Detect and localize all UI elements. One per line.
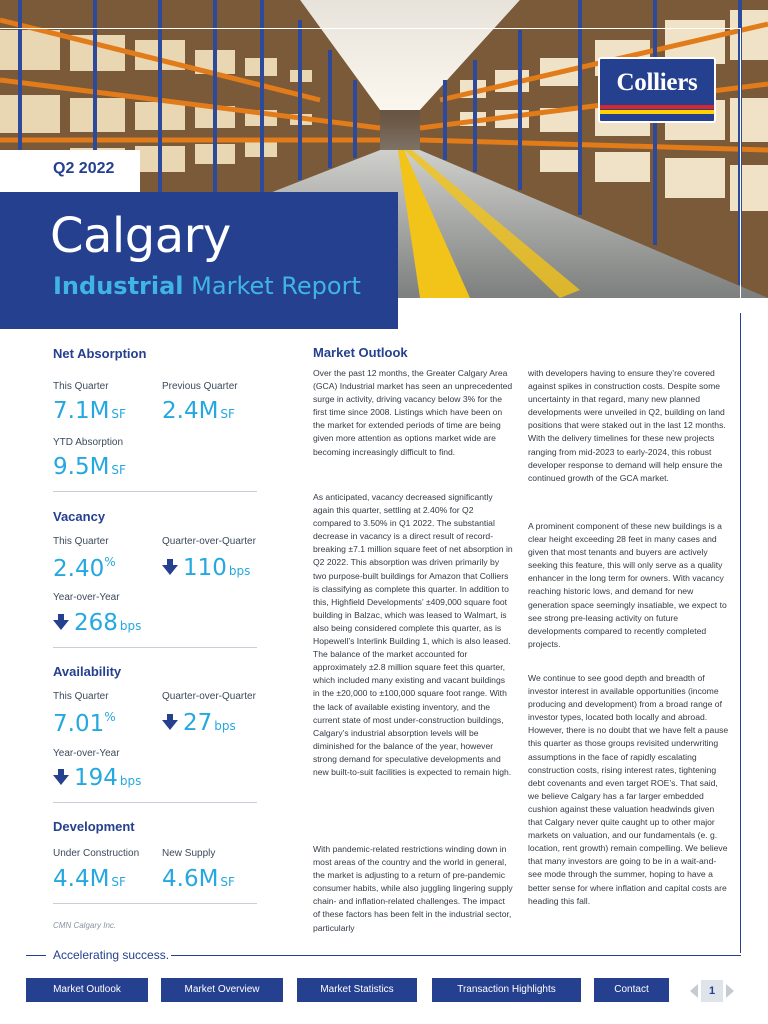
down-arrow-icon (53, 614, 69, 632)
logo-wordmark: Colliers (616, 69, 698, 96)
next-page-icon[interactable] (726, 984, 734, 998)
vac-qoq-value: 110 bps (162, 555, 250, 581)
divider (53, 491, 257, 492)
outlook-paragraph: As anticipated, vacancy decreased significantly again this quarter, settling at 2.40% for Q2 compared to 3.50% in Q1 2022. The substantial decrease in vacancy is a direct result of record-breaking ±7.1 million square feet of net absorption in Q2 2022. This absorption was driven primarily by two purpose-built buildings for Amazon that Colliers is classifying as complete this quarter. In addition to this, Highfield Developments’ ±409,000 square foot building in Balzac, which was leased to Walmart, is also being considered complete this quarter, as is Hopewell’s Interlink Building 1, which is also leased. The balance of the market accounted for approximately ±2.8 million square feet this quarter, which included many existing and vacant buildings in the ±20,000 to ±100,000 square foot range. With the lack of available existing inventory, and the current state of most under-construction buildings, Calgary’s industrial absorption levels will be diminished for the balance of the year, however strong demand for speculative developments and new built-to-suit facilities is expected to remain high. (313, 492, 513, 777)
tagline-rule-left (26, 955, 46, 956)
na-previous-quarter-label: Previous Quarter (162, 381, 238, 392)
tagline-rule-right (171, 955, 741, 956)
na-this-quarter-label: This Quarter (53, 381, 109, 392)
outlook-paragraph: A prominent component of these new buildings is a clear height exceeding 28 feet in many cases and given that most tenants and buyers are actively seeking this feature, this will only serve as a quality enhancer in the long term for owners. With vacancy reaching historic lows, and demand for new generation space seemingly insatiable, we expect to see strong pre-leasing activity on future developments compared to recently completed projects. (528, 521, 727, 649)
nav-market-statistics-button[interactable]: Market Statistics (297, 978, 417, 1002)
vac-this-quarter-value: 2.40% (53, 555, 116, 582)
na-this-quarter-value: 7.1M SF (53, 398, 126, 424)
down-arrow-icon (53, 769, 69, 787)
nav-contact-button[interactable]: Contact (594, 978, 669, 1002)
av-this-quarter-value: 7.01% (53, 710, 116, 737)
av-yoy-label: Year-over-Year (53, 748, 120, 759)
av-qoq-label: Quarter-over-Quarter (162, 691, 256, 702)
quarter-label: Q2 2022 (53, 160, 115, 177)
down-arrow-icon (162, 559, 178, 577)
outlook-paragraph: We continue to see good depth and breadth of investor interest in available opportunities (income producing and development) from a broad range of investor types, located both locally and abroad. However, there is no doubt that we have felt a pause this quarter as those groups revisited underwriting assumptions in the face of rapidly escalating construction costs, rising interest rates, tightening debt covenants and even target ROE’s. That said, we believe Calgary has a far larger embedded cushion against these valuation headwinds given that Calgary never quite caught up to other major markets on valuation, and our fundamentals (e. g. location, rent growth) remain compelling. We believe that many investors are going to be in a wait-and-see mode through the summer, hoping to have a better sense for where inflation and capital costs are heading this fall. (528, 673, 729, 906)
dev-under-construction-value: 4.4M SF (53, 866, 126, 892)
outlook-paragraph: With pandemic-related restrictions winding down in most areas of the country and the world in general, the market is adjusting to a return of pre-pandemic consumer habits, while also juggling lingering supply chain- and inflation-related challenges. The impact of these factors has been felt in the industrial sector, particularly (313, 844, 513, 933)
source-note: CMN Calgary Inc. (53, 921, 117, 930)
dev-new-supply-value: 4.6M SF (162, 866, 235, 892)
divider (53, 647, 257, 648)
logo-stripe-yellow (600, 110, 714, 114)
availability-heading: Availability (53, 664, 122, 679)
vac-yoy-value: 268 bps (53, 610, 141, 636)
av-this-quarter-label: This Quarter (53, 691, 109, 702)
subtitle-bold: Industrial (53, 272, 184, 300)
vac-yoy-label: Year-over-Year (53, 592, 120, 603)
na-ytd-label: YTD Absorption (53, 437, 124, 448)
dev-under-construction-label: Under Construction (53, 848, 140, 859)
down-arrow-icon (162, 714, 178, 732)
vac-qoq-label: Quarter-over-Quarter (162, 536, 256, 547)
na-previous-quarter-value: 2.4M SF (162, 398, 235, 424)
divider (53, 903, 257, 904)
dev-new-supply-label: New Supply (162, 848, 216, 859)
nav-market-outlook-button[interactable]: Market Outlook (26, 978, 148, 1002)
av-qoq-value: 27 bps (162, 710, 236, 736)
net-absorption-heading: Net Absorption (53, 346, 147, 361)
vacancy-heading: Vacancy (53, 509, 106, 524)
logo-stripe-red (600, 105, 714, 109)
quarter-badge (0, 150, 140, 192)
report-subtitle (53, 272, 361, 300)
divider (53, 802, 257, 803)
frame-line-right (740, 28, 741, 298)
development-heading: Development (53, 819, 135, 834)
frame-line-top (0, 28, 740, 29)
previous-page-icon[interactable] (690, 984, 698, 998)
av-yoy-value: 194 bps (53, 765, 141, 791)
nav-market-overview-button[interactable]: Market Overview (161, 978, 283, 1002)
subtitle-rest: Market Report (183, 272, 361, 300)
market-outlook-heading: Market Outlook (313, 345, 408, 360)
outlook-paragraph: Over the past 12 months, the Greater Calgary Area (GCA) Industrial market has seen an unprecedented surge in activity, driving vacancy below 3% for the first time since 2008. Listings which have been on the market for extended periods of time are being given more attention as options market wide are becoming increasingly difficult to find. (313, 368, 513, 457)
colliers-logo[interactable] (598, 57, 716, 123)
report-city-title: Calgary (50, 208, 231, 264)
right-border-line (740, 313, 741, 953)
page-number: 1 (701, 980, 723, 1002)
vac-this-quarter-label: This Quarter (53, 536, 109, 547)
tagline: Accelerating success. (53, 948, 170, 962)
outlook-paragraph: with developers having to ensure they’re covered against spikes in construction costs. Despite some uncertainty in that regard, many new planned developments were unveiled in Q2, building on land positions that were staked out in the last 12 months. With the delivery timelines for these new projects ranging from mid-2023 to early-2024, this robust developer response to demand will help ensure the continued growth of the GCA market. (528, 368, 726, 483)
nav-transaction-highlights-button[interactable]: Transaction Highlights (432, 978, 581, 1002)
na-ytd-value: 9.5M SF (53, 454, 126, 480)
